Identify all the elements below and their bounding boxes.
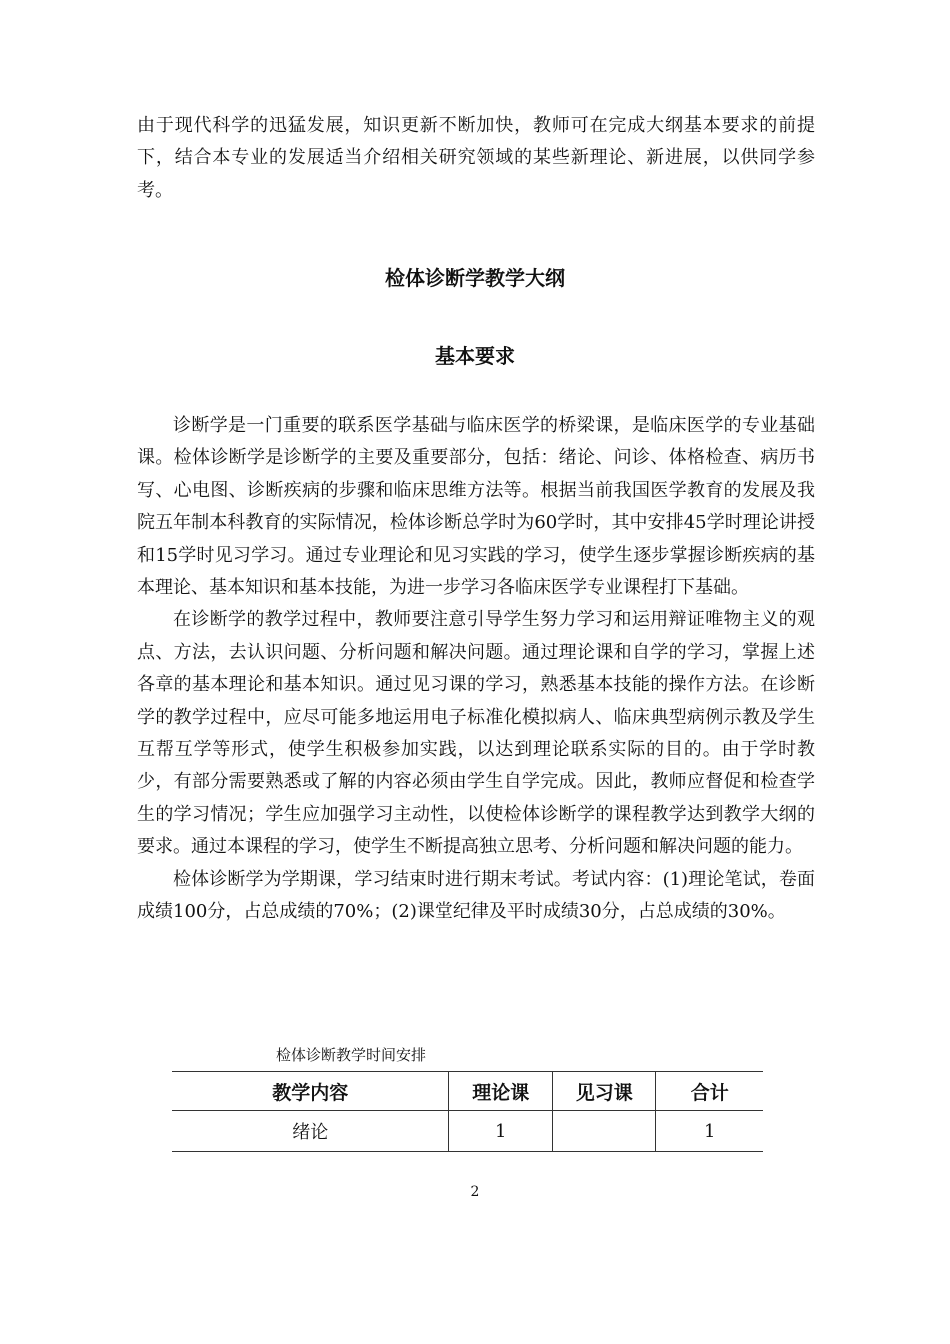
table-caption: 检体诊断教学时间安排 bbox=[276, 1046, 427, 1064]
header-cell: 理论课 bbox=[449, 1072, 553, 1111]
intro-paragraph: 由于现代科学的迅猛发展，知识更新不断加快，教师可在完成大纲基本要求的前提下，结合本专业的发展适当介绍相关研究领域的某些新理论、新进展，以供同学参考。 bbox=[137, 115, 815, 201]
header-cell: 合计 bbox=[656, 1072, 763, 1111]
section-heading: 基本要求 bbox=[435, 344, 515, 368]
header-cell: 见习课 bbox=[552, 1072, 656, 1111]
table-header-row bbox=[172, 1072, 763, 1111]
paragraph: 诊断学是一门重要的联系医学基础与临床医学的桥梁课，是临床医学的专业基础课。检体诊断学是诊断学的主要及重要部分，包括：绪论、问诊、体格检查、病历书写、心电图、诊断疾病的步骤和临床思维方法等。根据当前我国医学教育的发展及我院五年制本科教育的实际情况，检体诊断总学时为60学时，其中安排45学时理论讲授和15学时见习学习。通过专业理论和见习实践的学习，使学生逐步掌握诊断疾病的基本理论、基本知识和基本技能，为进一步学习各临床医学专业课程打下基础。 bbox=[137, 415, 815, 599]
schedule-table bbox=[172, 1071, 763, 1152]
body-text bbox=[137, 410, 815, 929]
table-cell: 1 bbox=[449, 1111, 553, 1152]
paragraph: 在诊断学的教学过程中，教师要注意引导学生努力学习和运用辩证唯物主义的观点、方法，去认识问题、分析问题和解决问题。通过理论课和自学的学习，掌握上述各章的基本理论和基本知识。通过见习课的学习，熟悉基本技能的操作方法。在诊断学的教学过程中，应尽可能多地运用电子标准化模拟病人、临床典型病例示教及学生互帮互学等形式，使学生积极参加实践，以达到理论联系实际的目的。由于学时教少，有部分需要熟悉或了解的内容必须由学生自学完成。因此，教师应督促和检查学生的学习情况；学生应加强学习主动性，以使检体诊断学的课程教学达到教学大纲的要求。通过本课程的学习，使学生不断提高独立思考、分析问题和解决问题的能力。 bbox=[137, 609, 815, 858]
table-cell: 绪论 bbox=[172, 1111, 449, 1152]
document-title: 检体诊断学教学大纲 bbox=[385, 266, 565, 290]
header-cell: 教学内容 bbox=[172, 1072, 449, 1111]
paragraph: 检体诊断学为学期课，学习结束时进行期末考试。考试内容：(1)理论笔试，卷面成绩100分，占总成绩的70%；(2)课堂纪律及平时成绩30分，占总成绩的30%。 bbox=[137, 868, 815, 923]
table-cell bbox=[552, 1111, 656, 1152]
table-row bbox=[172, 1111, 763, 1152]
table-cell: 1 bbox=[656, 1111, 763, 1152]
page-number: 2 bbox=[470, 1184, 480, 1200]
